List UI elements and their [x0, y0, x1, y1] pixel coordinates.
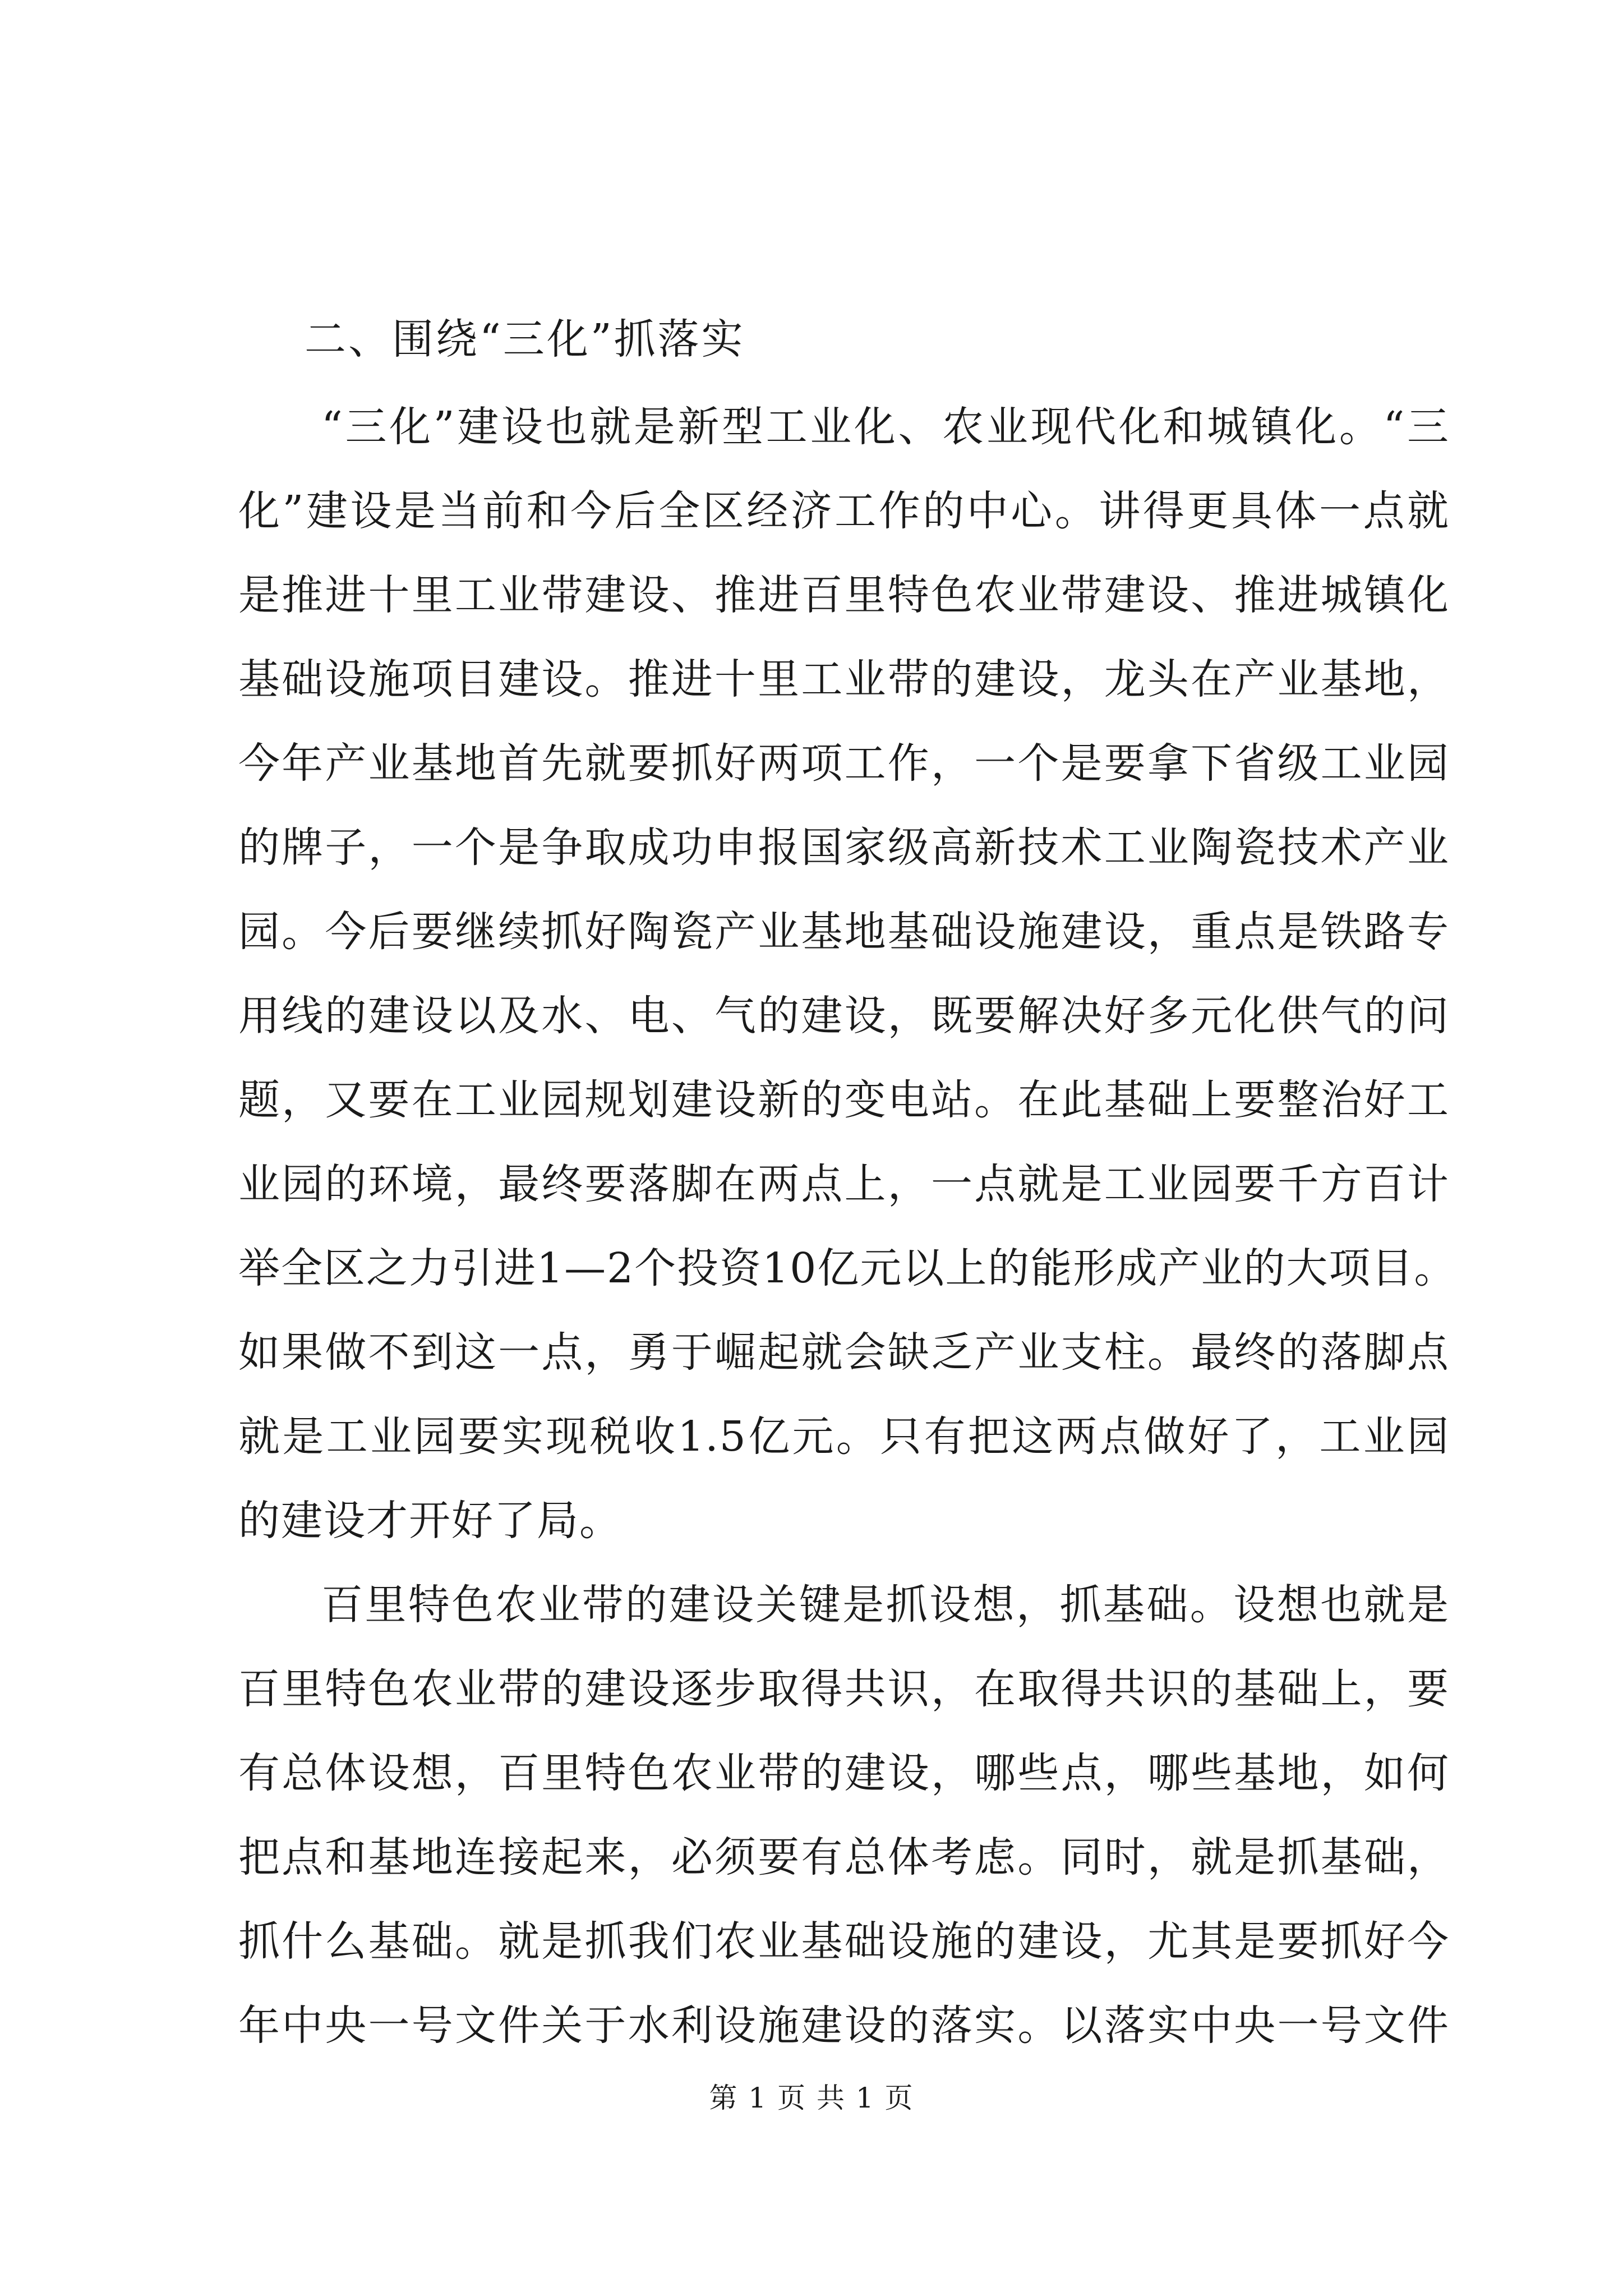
- text-line: 的建设才开好了局。: [238, 1497, 622, 1545]
- text-line: 园。今后要继续抓好陶瓷产业基地基础设施建设，重点是铁路专: [238, 908, 1450, 956]
- body-text: [238, 385, 1457, 2068]
- text-line: 业园的环境，最终要落脚在两点上，一点就是工业园要千方百计: [238, 1160, 1450, 1208]
- text-line: 抓什么基础。就是抓我们农业基础设施的建设，尤其是要抓好今: [238, 1917, 1450, 1966]
- text-line: 如果做不到这一点，勇于崛起就会缺乏产业支柱。最终的落脚点: [238, 1328, 1450, 1377]
- text-line: 就是工业园要实现税收1.5亿元。只有把这两点做好了，工业园: [238, 1412, 1450, 1461]
- page-footer: 第 1 页 共 1 页: [709, 2082, 914, 2114]
- text-line: 是推进十里工业带建设、推进百里特色农业带建设、推进城镇化: [238, 571, 1450, 619]
- paragraph: [238, 385, 1457, 1563]
- text-line: 用线的建设以及水、电、气的建设，既要解决好多元化供气的问: [238, 992, 1450, 1040]
- text-line: 化”建设是当前和今后全区经济工作的中心。讲得更具体一点就: [238, 487, 1450, 535]
- text-line: 的牌子，一个是争取成功申报国家级高新技术工业陶瓷技术产业: [238, 823, 1450, 872]
- text-line: 基础设施项目建设。推进十里工业带的建设，龙头在产业基地，: [238, 655, 1450, 703]
- section-heading: 二、围绕“三化”抓落实: [305, 315, 745, 364]
- text-line: 题，又要在工业园规划建设新的变电站。在此基础上要整治好工: [238, 1076, 1450, 1124]
- text-line: 举全区之力引进1—2个投资10亿元以上的能形成产业的大项目。: [238, 1244, 1457, 1292]
- text-line: 百里特色农业带的建设逐步取得共识，在取得共识的基础上，要: [238, 1665, 1450, 1713]
- text-line: 把点和基地连接起来，必须要有总体考虑。同时，就是抓基础，: [238, 1833, 1450, 1881]
- text-line: 今年产业基地首先就要抓好两项工作，一个是要拿下省级工业园: [238, 739, 1450, 788]
- text-line: 年中央一号文件关于水利设施建设的落实。以落实中央一号文件: [238, 2001, 1450, 2050]
- text-line: 百里特色农业带的建设关键是抓设想，抓基础。设想也就是: [321, 1581, 1450, 1629]
- text-line: 有总体设想，百里特色农业带的建设，哪些点，哪些基地，如何: [238, 1749, 1450, 1797]
- paragraph: [238, 1563, 1450, 2068]
- text-line: “三化”建设也就是新型工业化、农业现代化和城镇化。“三: [321, 403, 1450, 451]
